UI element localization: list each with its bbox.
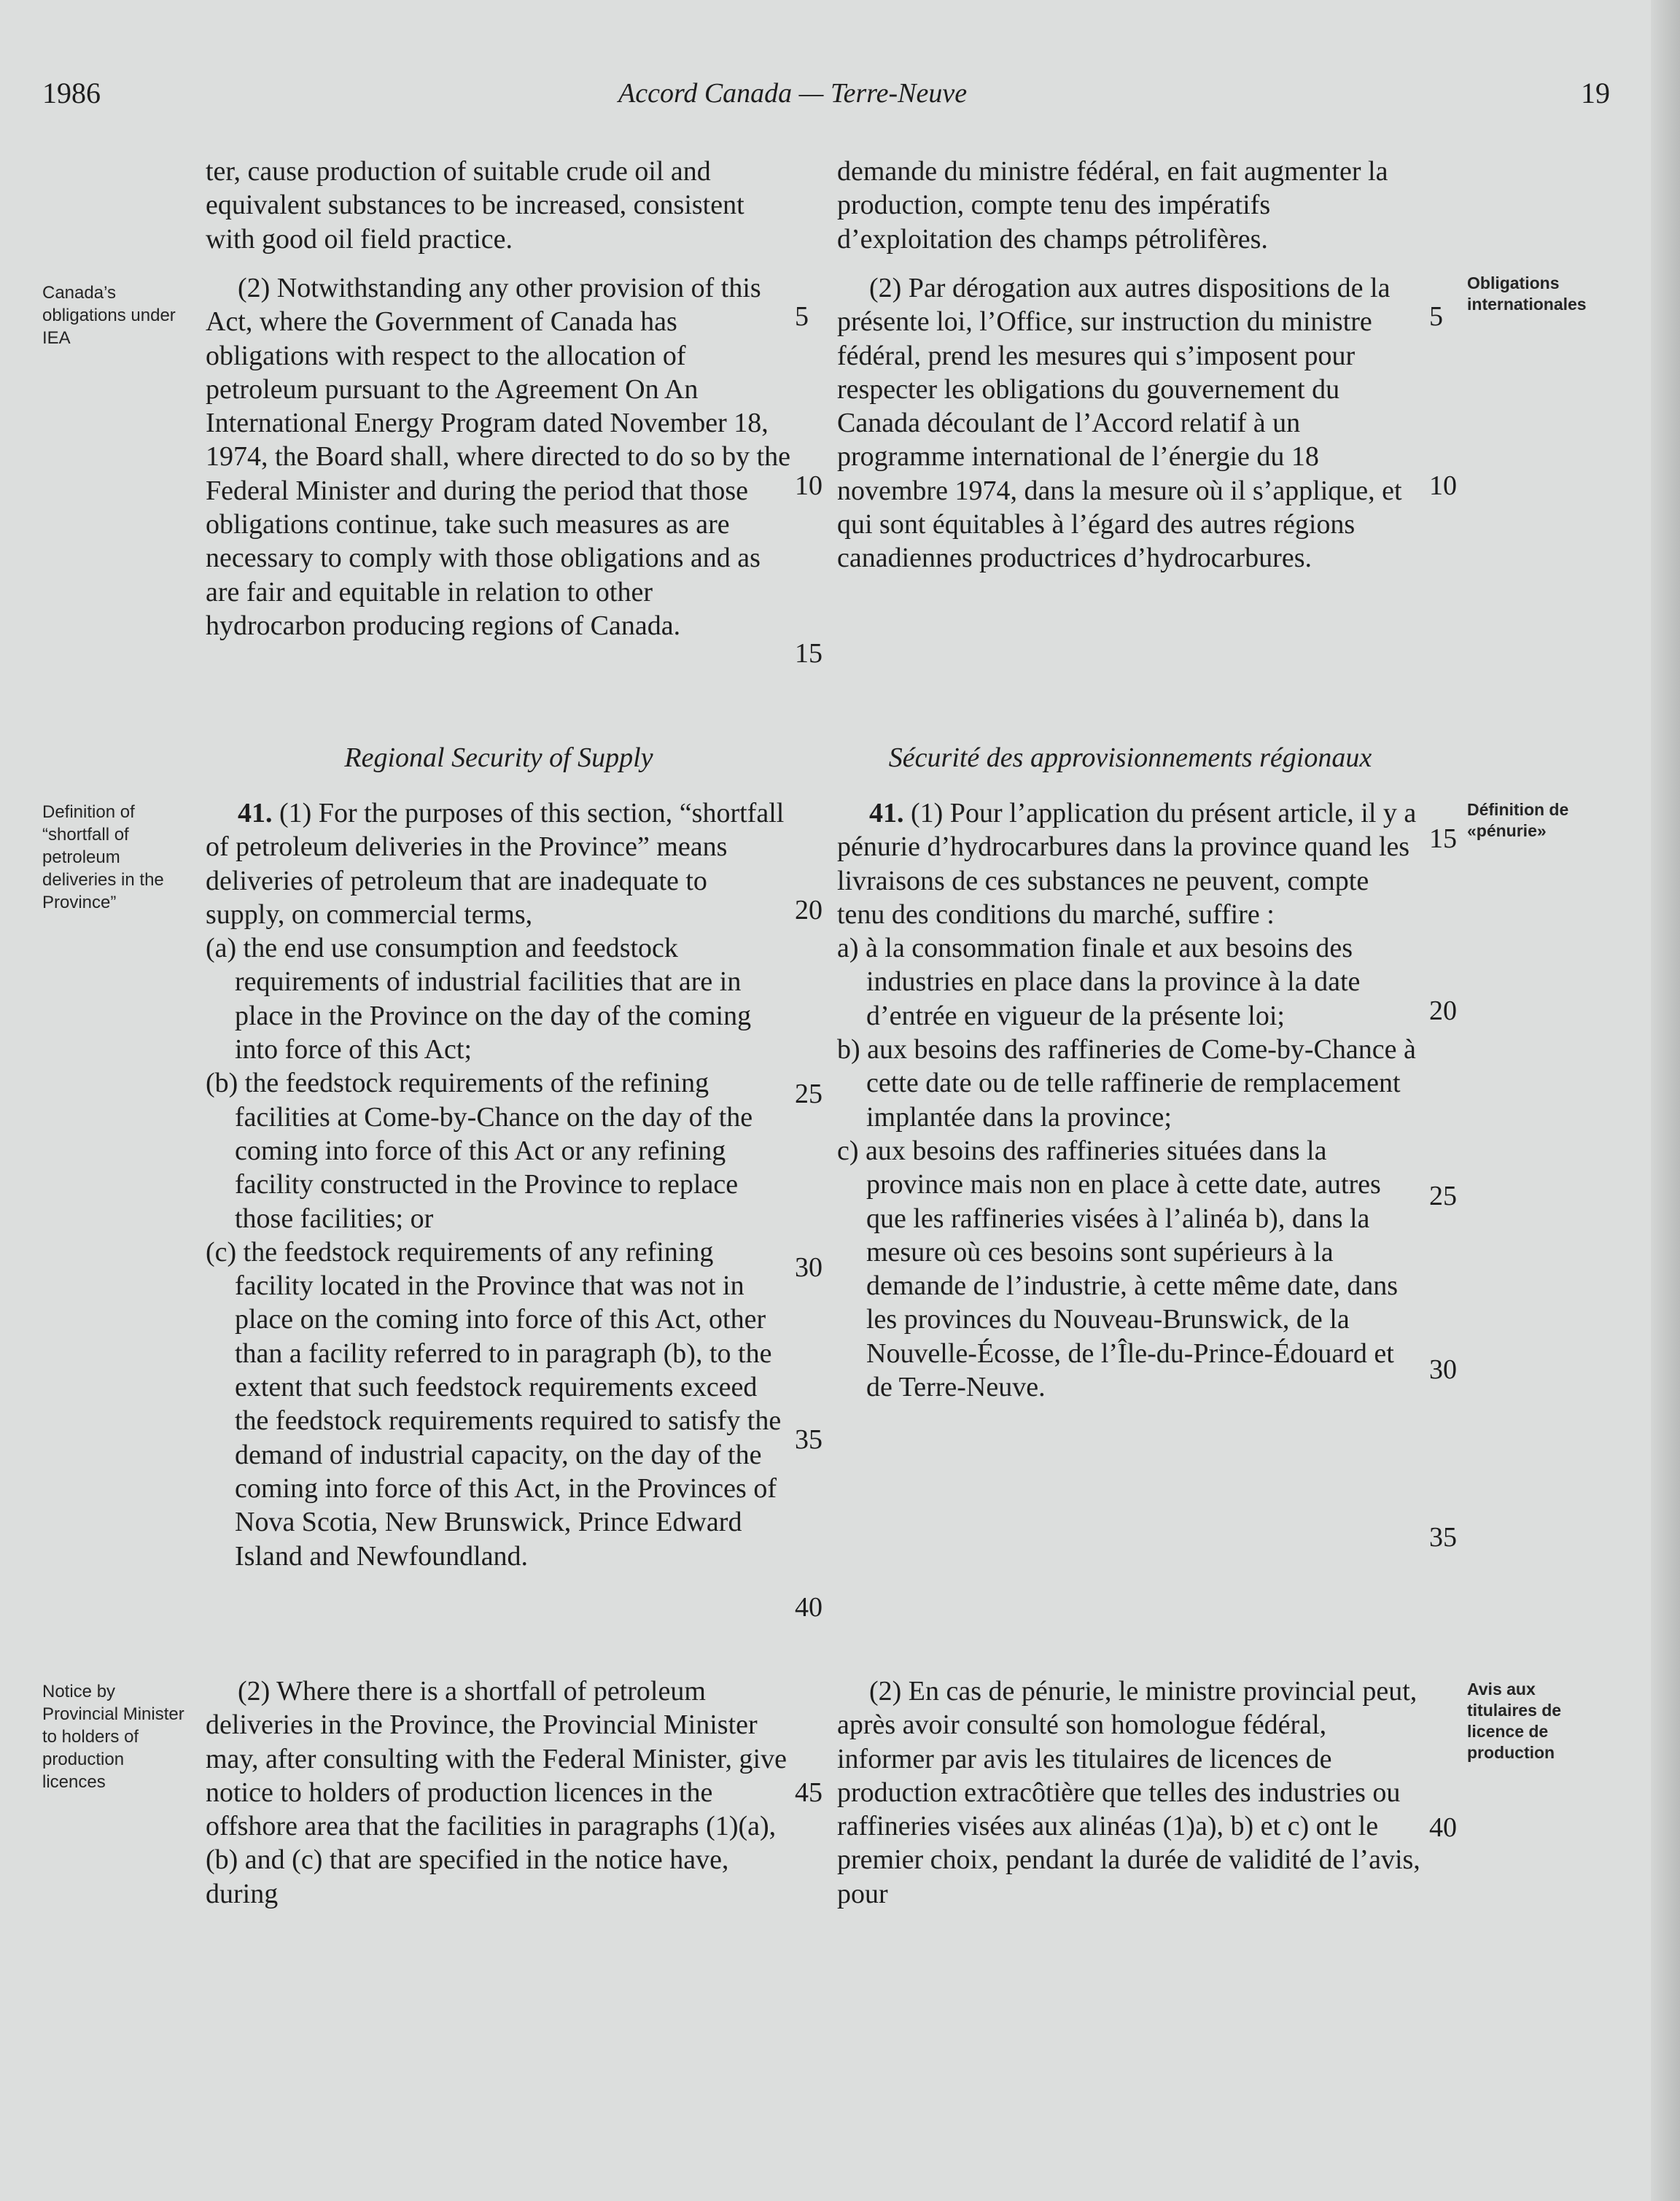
- french-section-41-block: [837, 796, 1423, 1404]
- line-number: 20: [1429, 995, 1457, 1026]
- french-item-b: b) aux besoins des raffineries de Come-by-Chance à cette date ou de telle raffinerie de remplacement implantée dans la province;: [837, 1034, 1416, 1133]
- french-paragraph-notice: (2) En cas de pénurie, le ministre provincial peut, après avoir consulté son homologue fédéral, informer par avis les titulaires de licences de production extracôtière que telles des industries ou raffineries visées aux alinéas (1)a), b) et c) ont le premier choix, pendant la durée de validité de l’avis, pour: [837, 1676, 1420, 1909]
- line-number: 25: [795, 1079, 822, 1109]
- french-item-c: c) aux besoins des raffineries situées dans la province mais non en place à cette date, autres que les raffineries visées à l’alinéa b), dans la mesure où ces besoins sont supérieurs à la demande de l’industrie, à cette même date, dans les provinces du Nouveau-Brunswick, de la Nouvelle-Écosse, de l’Île-du-Prince-Édouard et de Terre-Neuve.: [837, 1135, 1399, 1403]
- line-number: 5: [1429, 301, 1443, 332]
- english-section-heading: Regional Security of Supply: [344, 742, 653, 773]
- line-number: 35: [795, 1424, 822, 1455]
- page-number: 19: [1581, 77, 1610, 109]
- margin-note-avis: Avis aux titulaires de licence de production: [1467, 1680, 1562, 1762]
- english-section-41-block: [206, 796, 792, 1573]
- line-number: 25: [1429, 1181, 1457, 1211]
- french-section-41-text: (1) Pour l’application du présent article, il y a pénurie d’hydrocarbures dans la province quand les livraisons de ces substances ne peuvent, compte tenu des conditions du marché, suffire :: [837, 798, 1417, 930]
- english-paragraph-top: ter, cause production of suitable crude oil and equivalent substances to be increased, consistent with good oil field practice.: [206, 156, 744, 255]
- line-number: 20: [795, 895, 822, 925]
- page-edge-shadow: [1651, 0, 1680, 2201]
- line-number: 5: [795, 301, 809, 332]
- line-number: 40: [795, 1592, 822, 1623]
- line-number: 35: [1429, 1522, 1457, 1553]
- english-item-a: (a) the end use consumption and feedstock requirements of industrial facilities that are in place in the Province on the day of the coming into force of this Act;: [206, 933, 752, 1065]
- english-paragraph-notice: (2) Where there is a shortfall of petroleum deliveries in the Province, the Provincial Minister may, after consulting with the Federal Minister, give notice to holders of production licences in the offshore area that the facilities in paragraphs (1)(a), (b) and (c) that are specified in the notice have, during: [206, 1676, 787, 1909]
- english-notice-block: [206, 1674, 792, 1911]
- line-number: 45: [795, 1777, 822, 1808]
- english-section-41: [206, 796, 792, 931]
- french-section-41-number: 41.: [869, 798, 904, 828]
- french-obligations-block: [837, 271, 1423, 575]
- line-number: 30: [795, 1252, 822, 1283]
- english-item-b: (b) the feedstock requirements of the refining facilities at Come-by-Chance on the day of the coming into force of this Act or any refining facility constructed in the Province to replace those facilities; or: [206, 1068, 753, 1234]
- french-section-heading: Sécurité des approvisionnements régionaux: [888, 742, 1372, 773]
- english-obligations-block: [206, 271, 792, 643]
- line-number: 40: [1429, 1812, 1457, 1843]
- french-section-41: [837, 796, 1423, 931]
- line-number: 15: [1429, 823, 1457, 854]
- english-column: [206, 155, 792, 256]
- margin-note-shortfall: Definition of “shortfall of petroleum deliveries in the Province”: [42, 802, 164, 912]
- english-paragraph-obligations: (2) Notwithstanding any other provision of this Act, where the Government of Canada has obligations with respect to the allocation of petroleum pursuant to the Agreement On An International Energy Program dated November 18, 1974, the Board shall, where directed to do so by the Federal Minister and during the period that those obligations continue, take such measures as are necessary to comply with those obligations and as are fair and equitable in relation to other hydrocarbon producing regions of Canada.: [206, 273, 791, 641]
- line-number: 10: [1429, 470, 1457, 501]
- line-number: 15: [795, 638, 822, 669]
- english-item-c: (c) the feedstock requirements of any refining facility located in the Province that was not in place on the coming into force of this Act, other than a facility referred to in paragraph (b), to the extent that such feedstock requirements exceed the feedstock requirements required to satisfy the demand of industrial capacity, on the day of the coming into force of this Act, in the Provinces of Nova Scotia, New Brunswick, Prince Edward Island and Newfoundland.: [206, 1236, 782, 1572]
- line-number: 30: [1429, 1354, 1457, 1385]
- margin-note-notice: Notice by Provincial Minister to holders of production licences: [42, 1682, 184, 1792]
- french-paragraph-obligations: (2) Par dérogation aux autres dispositions de la présente loi, l’Office, sur instruction du ministre fédéral, prend les mesures qui s’imposent pour respecter les obligations du gouvernement du Canada découlant de l’Accord relatif à un programme international de l’énergie du 18 novembre 1974, dans la mesure où il s’applique, et qui sont équitables à l’égard des autres régions canadiennes productrices d’hydrocarbures.: [837, 273, 1402, 574]
- french-column: [837, 155, 1423, 256]
- header-title: Accord Canada — Terre-Neuve: [618, 78, 968, 109]
- english-section-41-text: (1) For the purposes of this section, “shortfall of petroleum deliveries in the Province” means deliveries of petroleum that are inadequate to supply, on commercial terms,: [206, 798, 785, 930]
- margin-note-obligations-internationales: Obligations internationales: [1467, 273, 1587, 314]
- margin-note-penurie: Définition de «pénurie»: [1467, 800, 1569, 840]
- english-section-41-number: 41.: [238, 798, 273, 828]
- french-paragraph-top: demande du ministre fédéral, en fait augmenter la production, compte tenu des impératifs d’exploitation des champs pétrolifères.: [837, 156, 1388, 255]
- french-item-a: a) à la consommation finale et aux besoins des industries en place dans la province à la date d’entrée en vigueur de la présente loi;: [837, 933, 1361, 1031]
- margin-note-iea: Canada’s obligations under IEA: [42, 283, 176, 348]
- french-notice-block: [837, 1674, 1423, 1911]
- header-year: 1986: [42, 77, 101, 109]
- line-number: 10: [795, 470, 822, 501]
